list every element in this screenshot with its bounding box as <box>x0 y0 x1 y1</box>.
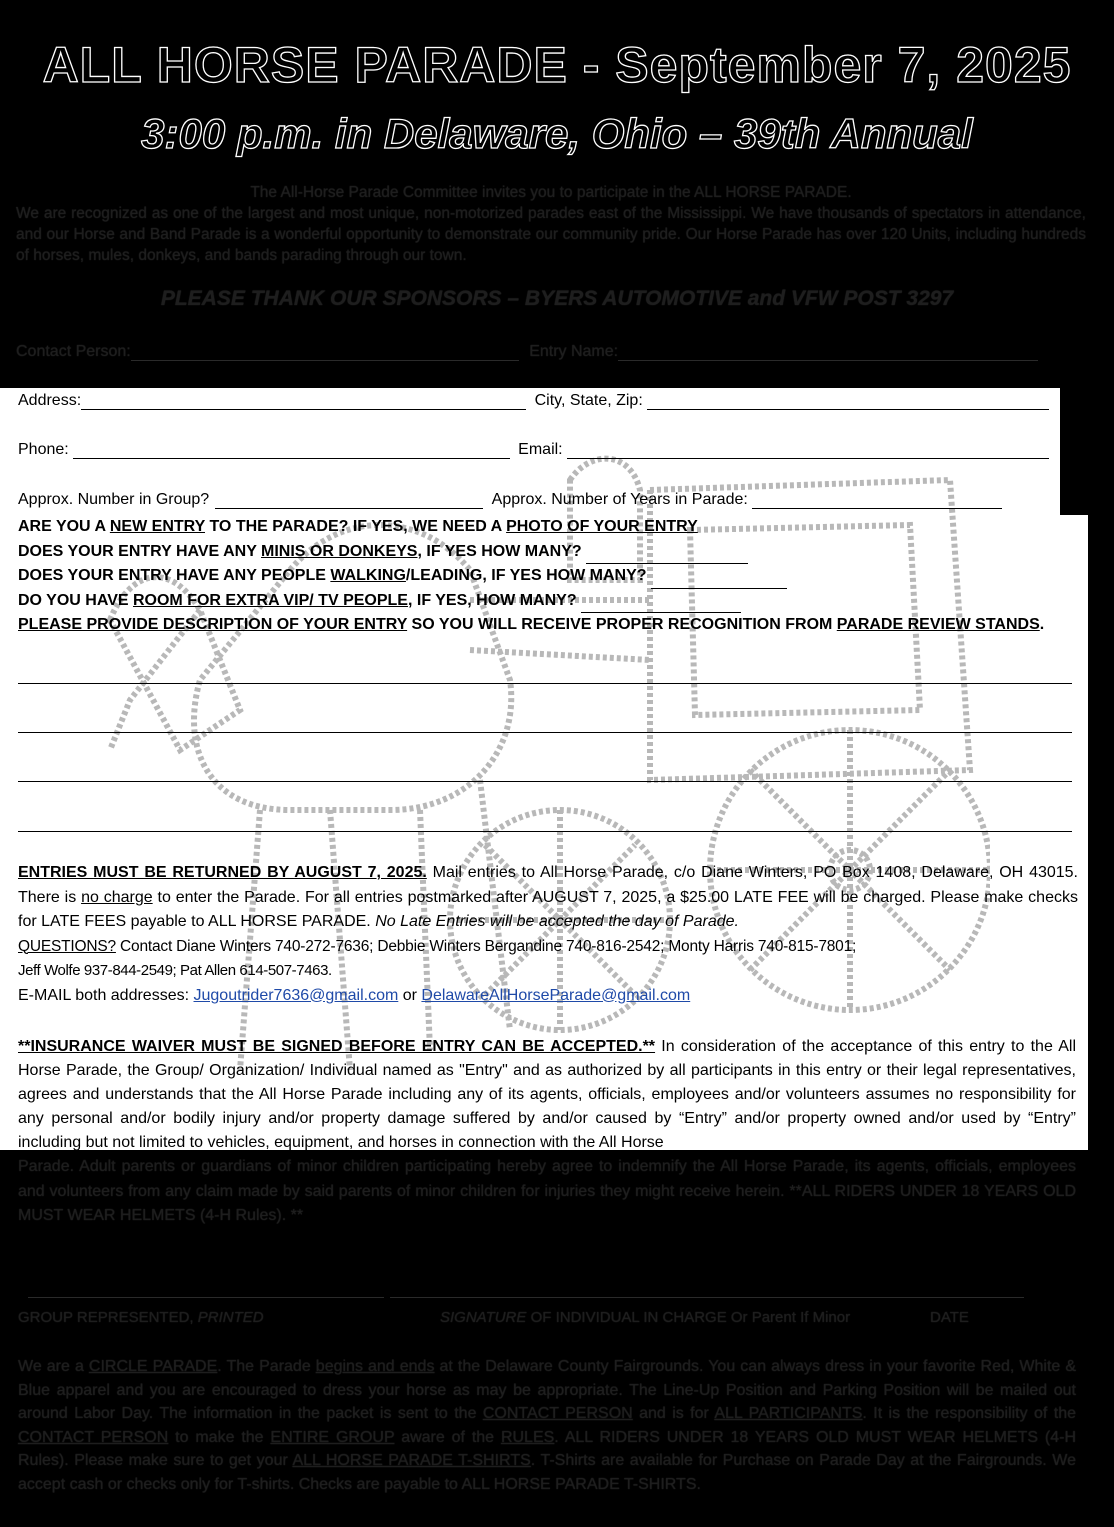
description-line[interactable] <box>18 732 1072 733</box>
individual-signature-line[interactable] <box>390 1297 926 1298</box>
no-charge-text: no charge <box>81 888 153 906</box>
no-late-entries: No Late Entries will be accepted the day of Parade. <box>375 913 739 930</box>
group-represented-label: GROUP REPRESENTED, PRINTED <box>18 1309 264 1326</box>
number-in-group-label: Approx. Number in Group? <box>18 491 210 508</box>
waiver-heading: **INSURANCE WAIVER MUST BE SIGNED BEFORE ENTRY CAN BE ACCEPTED.** <box>18 1038 656 1055</box>
entry-questions <box>18 515 1044 638</box>
signature-label: SIGNATURE OF INDIVIDUAL IN CHARGE Or Parent If Minor <box>440 1309 851 1326</box>
contact-person-field[interactable] <box>131 346 519 361</box>
vip-count-field[interactable] <box>581 597 741 613</box>
waiver-text-continued: Parade. Adult parents or guardians of minor children participating hereby agree to indemnify the All Horse Parade, its agents, officials, employees and volunteers from any claim made by said parents of minor children for injuries they might receive herein. **ALL RIDERS UNDER 18 YEARS OLD MUST WEAR HELMETS (4-H Rules). ** <box>18 1158 1076 1224</box>
phone-row <box>18 441 1049 459</box>
question-walking: DOES YOUR ENTRY HAVE ANY PEOPLE WALKING/LEADING, IF YES HOW MANY? <box>18 564 1044 589</box>
waiver-text: In consideration of the acceptance of this entry to the All Horse Parade, the Group/ Organization/ Individual named as "Entry" and as authorized by all participants in this entry or their legal representatives, agrees and understands that the All Horse Parade including any of its agents, officials, employees and/or volunteers assumes no responsibility for any personal and/or bodily injury and/or property damage suffered by and/or caused by “Entry” and/or property owned and/or used by “Entry” including but not limited to vehicles, equipment, and horses in connection with the All Horse <box>18 1038 1077 1151</box>
group-signature-line[interactable] <box>28 1297 384 1298</box>
question-vip: DO YOU HAVE ROOM FOR EXTRA VIP/ TV PEOPLE, IF YES, HOW MANY? <box>18 589 1044 614</box>
walking-count-field[interactable] <box>651 573 787 589</box>
contacts-text-2: Jeff Wolfe 937-844-2549; Pat Allen 614-507-7463. <box>18 962 332 979</box>
date-label: DATE <box>930 1309 969 1326</box>
email-link-1[interactable]: Jugoutrider7636@gmail.com <box>193 986 399 1004</box>
email-label: Email: <box>518 441 563 458</box>
intro-section <box>16 182 1086 266</box>
phone-label: Phone: <box>18 441 69 458</box>
question-minis: DOES YOUR ENTRY HAVE ANY MINIS OR DONKEYS, IF YES HOW MANY? <box>18 540 1044 565</box>
years-in-parade-field[interactable] <box>752 493 1002 509</box>
closing-paragraph: We are a CIRCLE PARADE. The Parade begins and ends at the Delaware County Fairgrounds. You can always dress in your favorite Red, White & Blue apparel and you are encouraged to dress your horse as may be appropriate. The Line-Up Position and Parking Position will be mailed out around Labor Day. The information in the packet is sent to the CONTACT PERSON and is for ALL PARTICIPANTS. It is the responsibility of the CONTACT PERSON to make the ENTIRE GROUP aware of the RULES. ALL RIDERS UNDER 18 YEARS OLD MUST WEAR HELMETS (4-H Rules). Please make sure to get your ALL HORSE PARADE T-SHIRTS. T-Shirts are available for Purchase on Parade Day at the Fairgrounds. We accept cash or checks only for T-shirts. Checks are payable to ALL HORSE PARADE T-SHIRTS. <box>18 1358 1077 1493</box>
sponsor-banner: PLEASE THANK OUR SPONSORS – BYERS AUTOMOTIVE and VFW POST 3297 <box>160 287 954 310</box>
address-field[interactable] <box>81 394 526 410</box>
page-subtitle: 3:00 p.m. in Delaware, Ohio – 39th Annual <box>141 110 973 157</box>
group-size-row <box>18 491 1002 509</box>
question-new-entry: ARE YOU A NEW ENTRY TO THE PARADE? IF YES, WE NEED A PHOTO OF YOUR ENTRY <box>18 518 698 535</box>
description-line[interactable] <box>18 781 1072 782</box>
contacts-text: Contact Diane Winters 740-272-7636; Debbie Winters Bergandine 740-816-2542; Monty Harris 740-815-7801; <box>115 937 857 955</box>
contact-person-label: Contact Person: <box>16 343 131 360</box>
address-row <box>18 392 1049 410</box>
intro-paragraph: We are recognized as one of the largest and most unique, non-motorized parades east of the Mississippi. We have thousands of spectators in attendance, and our Horse and Band Parade is a wonderful opportunity to demonstrate our community pride. Our Horse Parade has over 120 Units, including hundreds of horses, mules, donkeys, and bands parading through our town. <box>16 205 1086 264</box>
years-in-parade-label: Approx. Number of Years in Parade: <box>491 491 748 508</box>
date-line[interactable] <box>924 1297 1024 1298</box>
phone-field[interactable] <box>73 443 510 459</box>
description-line[interactable] <box>18 683 1072 684</box>
entries-deadline: ENTRIES MUST BE RETURNED BY AUGUST 7, 2025. <box>18 864 427 881</box>
minis-count-field[interactable] <box>586 548 748 564</box>
city-state-zip-label: City, State, Zip: <box>534 392 643 409</box>
entries-section: ENTRIES MUST BE RETURNED BY AUGUST 7, 2025. Mail entries to All Horse Parade, c/o Diane Winters, PO Box 1408, Delaware, OH 43015. There is no charge to enter the Parade. For all entries postmarked after AUGUST 7, 2025, a $25.00 LATE FEE will be charged. Please make checks for LATE FEES payable to ALL HORSE PARADE. No Late Entries will be accepted the day of Parade. QUESTIONS? Contact Diane Winters 740-272-7636; Debbie Winters Bergandine 740-816-2542; Monty Harris 740-815-7801; Jeff Wolfe 937-844-2549; Pat Allen 614-507-7463. E-MAIL both addresses: Jugoutrider7636@gmail.com or DelawareAllHorseParade@gmail.com <box>18 864 1079 1004</box>
intro-invite: The All-Horse Parade Committee invites you to participate in the ALL HORSE PARADE. <box>250 184 852 201</box>
contact-row <box>16 343 1038 361</box>
insurance-waiver <box>18 1035 1076 1155</box>
entry-name-label: Entry Name: <box>529 343 619 360</box>
entry-name-field[interactable] <box>618 346 1038 361</box>
questions-label: QUESTIONS? <box>18 937 116 955</box>
address-label: Address: <box>18 392 82 409</box>
description-line[interactable] <box>18 831 1072 832</box>
email-field[interactable] <box>567 443 1049 459</box>
email-link-2[interactable]: DelawareAllHorseParade@gmail.com <box>421 986 691 1004</box>
edge-bar <box>1060 388 1088 515</box>
number-in-group-field[interactable] <box>215 493 483 509</box>
signature-row <box>18 1297 1078 1327</box>
city-state-zip-field[interactable] <box>647 394 1049 410</box>
page-title: ALL HORSE PARADE - September 7, 2025 <box>42 37 1072 93</box>
question-description: PLEASE PROVIDE DESCRIPTION OF YOUR ENTRY SO YOU WILL RECEIVE PROPER RECOGNITION FROM PARADE REVIEW STANDS. <box>18 616 1045 633</box>
